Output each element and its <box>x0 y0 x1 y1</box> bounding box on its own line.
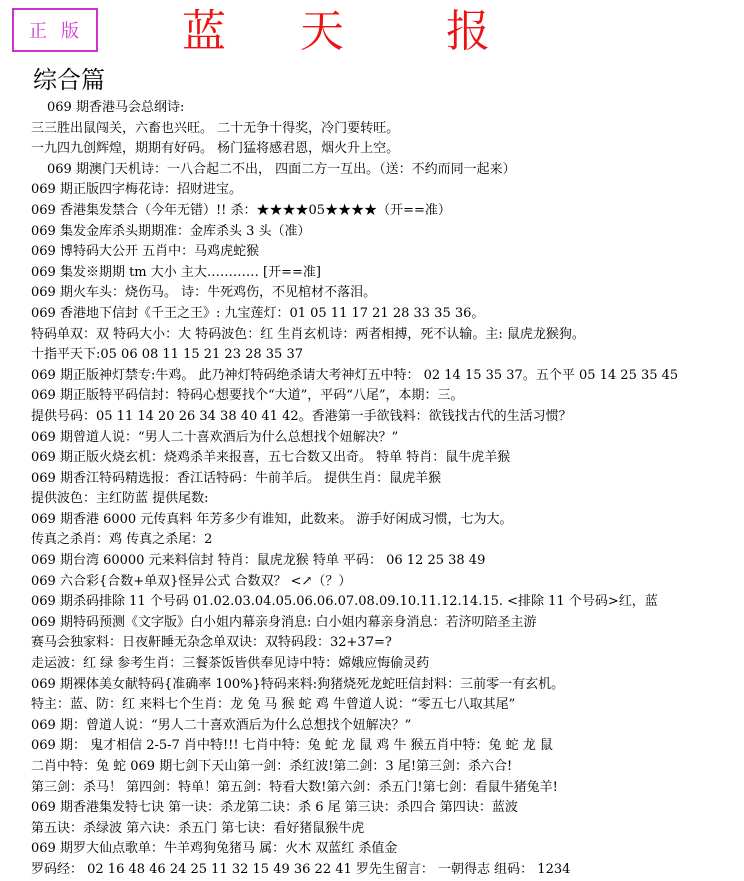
article-line: 069 期香港 6000 元传真料 年芳多少有谁知，此数来。 游手好闲成习惯，七为大。 <box>31 511 513 527</box>
article-line: 069 期杀码排除 11 个号码 01.02.03.04.05.06.06.07.08.09.10.11.12.14.15. <排除 11 个号码>红，蓝 <box>31 594 658 610</box>
masthead-title <box>182 4 490 60</box>
article-line: 069 集发金库杀头期期准：金库杀头 3 头（准） <box>31 223 311 239</box>
article-line: 069 期罗大仙点歌单：牛羊鸡狗兔猪马 属：火木 双蓝红 杀值金 <box>31 841 398 857</box>
section-heading: 综合篇 <box>33 66 105 94</box>
article-line: 三三胜出鼠闯关，六畜也兴旺。 二十无争十得奖，冷门要转旺。 <box>31 120 400 136</box>
article-line: 赛马会独家料：日夜鼾睡无杂念单双诀：双特码段：32+37=? <box>31 635 392 651</box>
article-line: 罗码经： 02 16 48 46 24 25 11 32 15 49 36 22 41 罗先生留言： 一朝得志 组码： 1234 <box>31 861 571 877</box>
article-line: 069 博特码大公开 五肖中：马鸡虎蛇猴 <box>31 244 260 260</box>
article-line: 第三剑：杀马！ 第四剑：特单！第五剑：特看大数!第六剑：杀五门!第七剑：看鼠牛猪兔羊! <box>31 779 558 795</box>
article-line: 069 期火车头：烧伤马。 诗：牛死鸡伤，不见棺材不落泪。 <box>31 285 377 301</box>
article-line: 069 香港地下信封《千王之王》: 九宝莲灯：01 05 11 17 21 28 33 35 36。 <box>31 305 485 321</box>
article-line: 069 期裸体美女献特码{准确率 100%}特码来料:狗猪烧死龙蛇旺信封料：三前零一有玄机。 <box>31 676 565 692</box>
article-line: 二肖中特：兔 蛇 069 期七剑下天山第一剑：杀红波!第二剑：3 尾!第三剑：杀六合! <box>31 759 513 774</box>
article-line: 069 期正版特平码信封：特码心想要找个“大道”，平码“八尾”，本期：三。 <box>31 388 464 404</box>
article-line: 提供号码：05 11 14 20 26 34 38 40 41 42。香港第一手欲钱料：欲钱找古代的生活习惯？ <box>31 408 572 424</box>
article-line: 传真之杀肖：鸡 传真之杀尾：2 <box>31 532 213 548</box>
article-line: 069 期香港马会总纲诗: <box>47 100 185 115</box>
article-line: 提供波色：主红防蓝 提供尾数: <box>31 491 209 507</box>
title-char-2: 天 <box>300 6 344 57</box>
article-line: 069 期：曾道人说：“男人二十喜欢酒后为什么总想找个妞解决？” <box>31 717 412 733</box>
edition-badge: 正版 <box>12 8 98 52</box>
article-line: 069 期正版神灯禁专:牛鸡。 此乃神灯特码绝杀请大考神灯五中特： 02 14 15 35 37。五个平 05 14 25 35 45 <box>31 367 679 383</box>
article-line: 第五诀：杀绿波 第六诀：杀五门 第七诀：看好猪鼠猴牛虎 <box>31 820 365 836</box>
article-line: 069 期曾道人说：“男人二十喜欢酒后为什么总想找个妞解决？” <box>31 429 399 445</box>
article-line: 069 集发※期期 tm 大小 主大………… [开==准] <box>31 264 321 280</box>
article-line: 特码单双：双 特码大小：大 特码波色：红 生肖玄机诗：两者相搏，死不认输。主: 鼠虎龙猴狗。 <box>31 326 585 342</box>
article-line: 069 期正版火烧玄机：烧鸡杀羊来报喜，五七合数又出奇。 特单 特肖：鼠牛虎羊猴 <box>31 450 511 466</box>
article-line: 069 期澳门天机诗：一八合起二不出， 四面二方一互出。（送：不约而同一起来） <box>47 161 516 177</box>
article-line: 069 期正版四字梅花诗：招财进宝。 <box>31 182 242 198</box>
article-line: 069 期台湾 60000 元来料信封 特肖：鼠虎龙猴 特单 平码： 06 12 25 38 49 <box>31 553 486 569</box>
article-line: 069 六合彩{合数+单双}怪异公式 合数双？ <↗（？） <box>31 573 352 589</box>
article-line: 069 期香港集发特七诀 第一诀：杀龙第二诀：杀 6 尾 第三诀：杀四合 第四诀：蓝波 <box>31 800 518 816</box>
article-line: 十指平天下:05 06 08 11 15 21 23 28 35 37 <box>31 347 303 363</box>
title-char-3: 报 <box>446 6 490 57</box>
article-line: 069 期： 鬼才相信 2-5-7 肖中特!!! 七肖中特：兔 蛇 龙 鼠 鸡 牛 猴五肖中特：兔 蛇 龙 鼠 <box>31 738 553 754</box>
article-line: 一九四九创辉煌，期期有好码。 杨门猛将感君恩，烟火升上空。 <box>31 141 400 157</box>
article-line: 069 期香江特码精选报：香江话特码：牛前羊后。 提供生肖：鼠虎羊猴 <box>31 470 442 486</box>
article-line: 069 香港集发禁合（今年无错）!! 杀：★★★★05★★★★（开==准） <box>31 202 451 218</box>
article-line: 走运波：红 绿 参考生肖：三餐茶饭皆供奉见诗中特：嫦娥应悔偷灵药 <box>31 656 430 672</box>
article-body <box>31 98 737 881</box>
article-line: 069 期特码预测《文字版》白小姐内幕亲身消息: 白小姐内幕亲身消息：若济叨陪圣主游 <box>31 614 537 630</box>
title-char-1: 蓝 <box>182 6 226 57</box>
article-line: 特主：蓝、防：红 来料七个生肖：龙 兔 马 猴 蛇 鸡 牛曾道人说：“零五七八取其尾” <box>31 697 516 713</box>
